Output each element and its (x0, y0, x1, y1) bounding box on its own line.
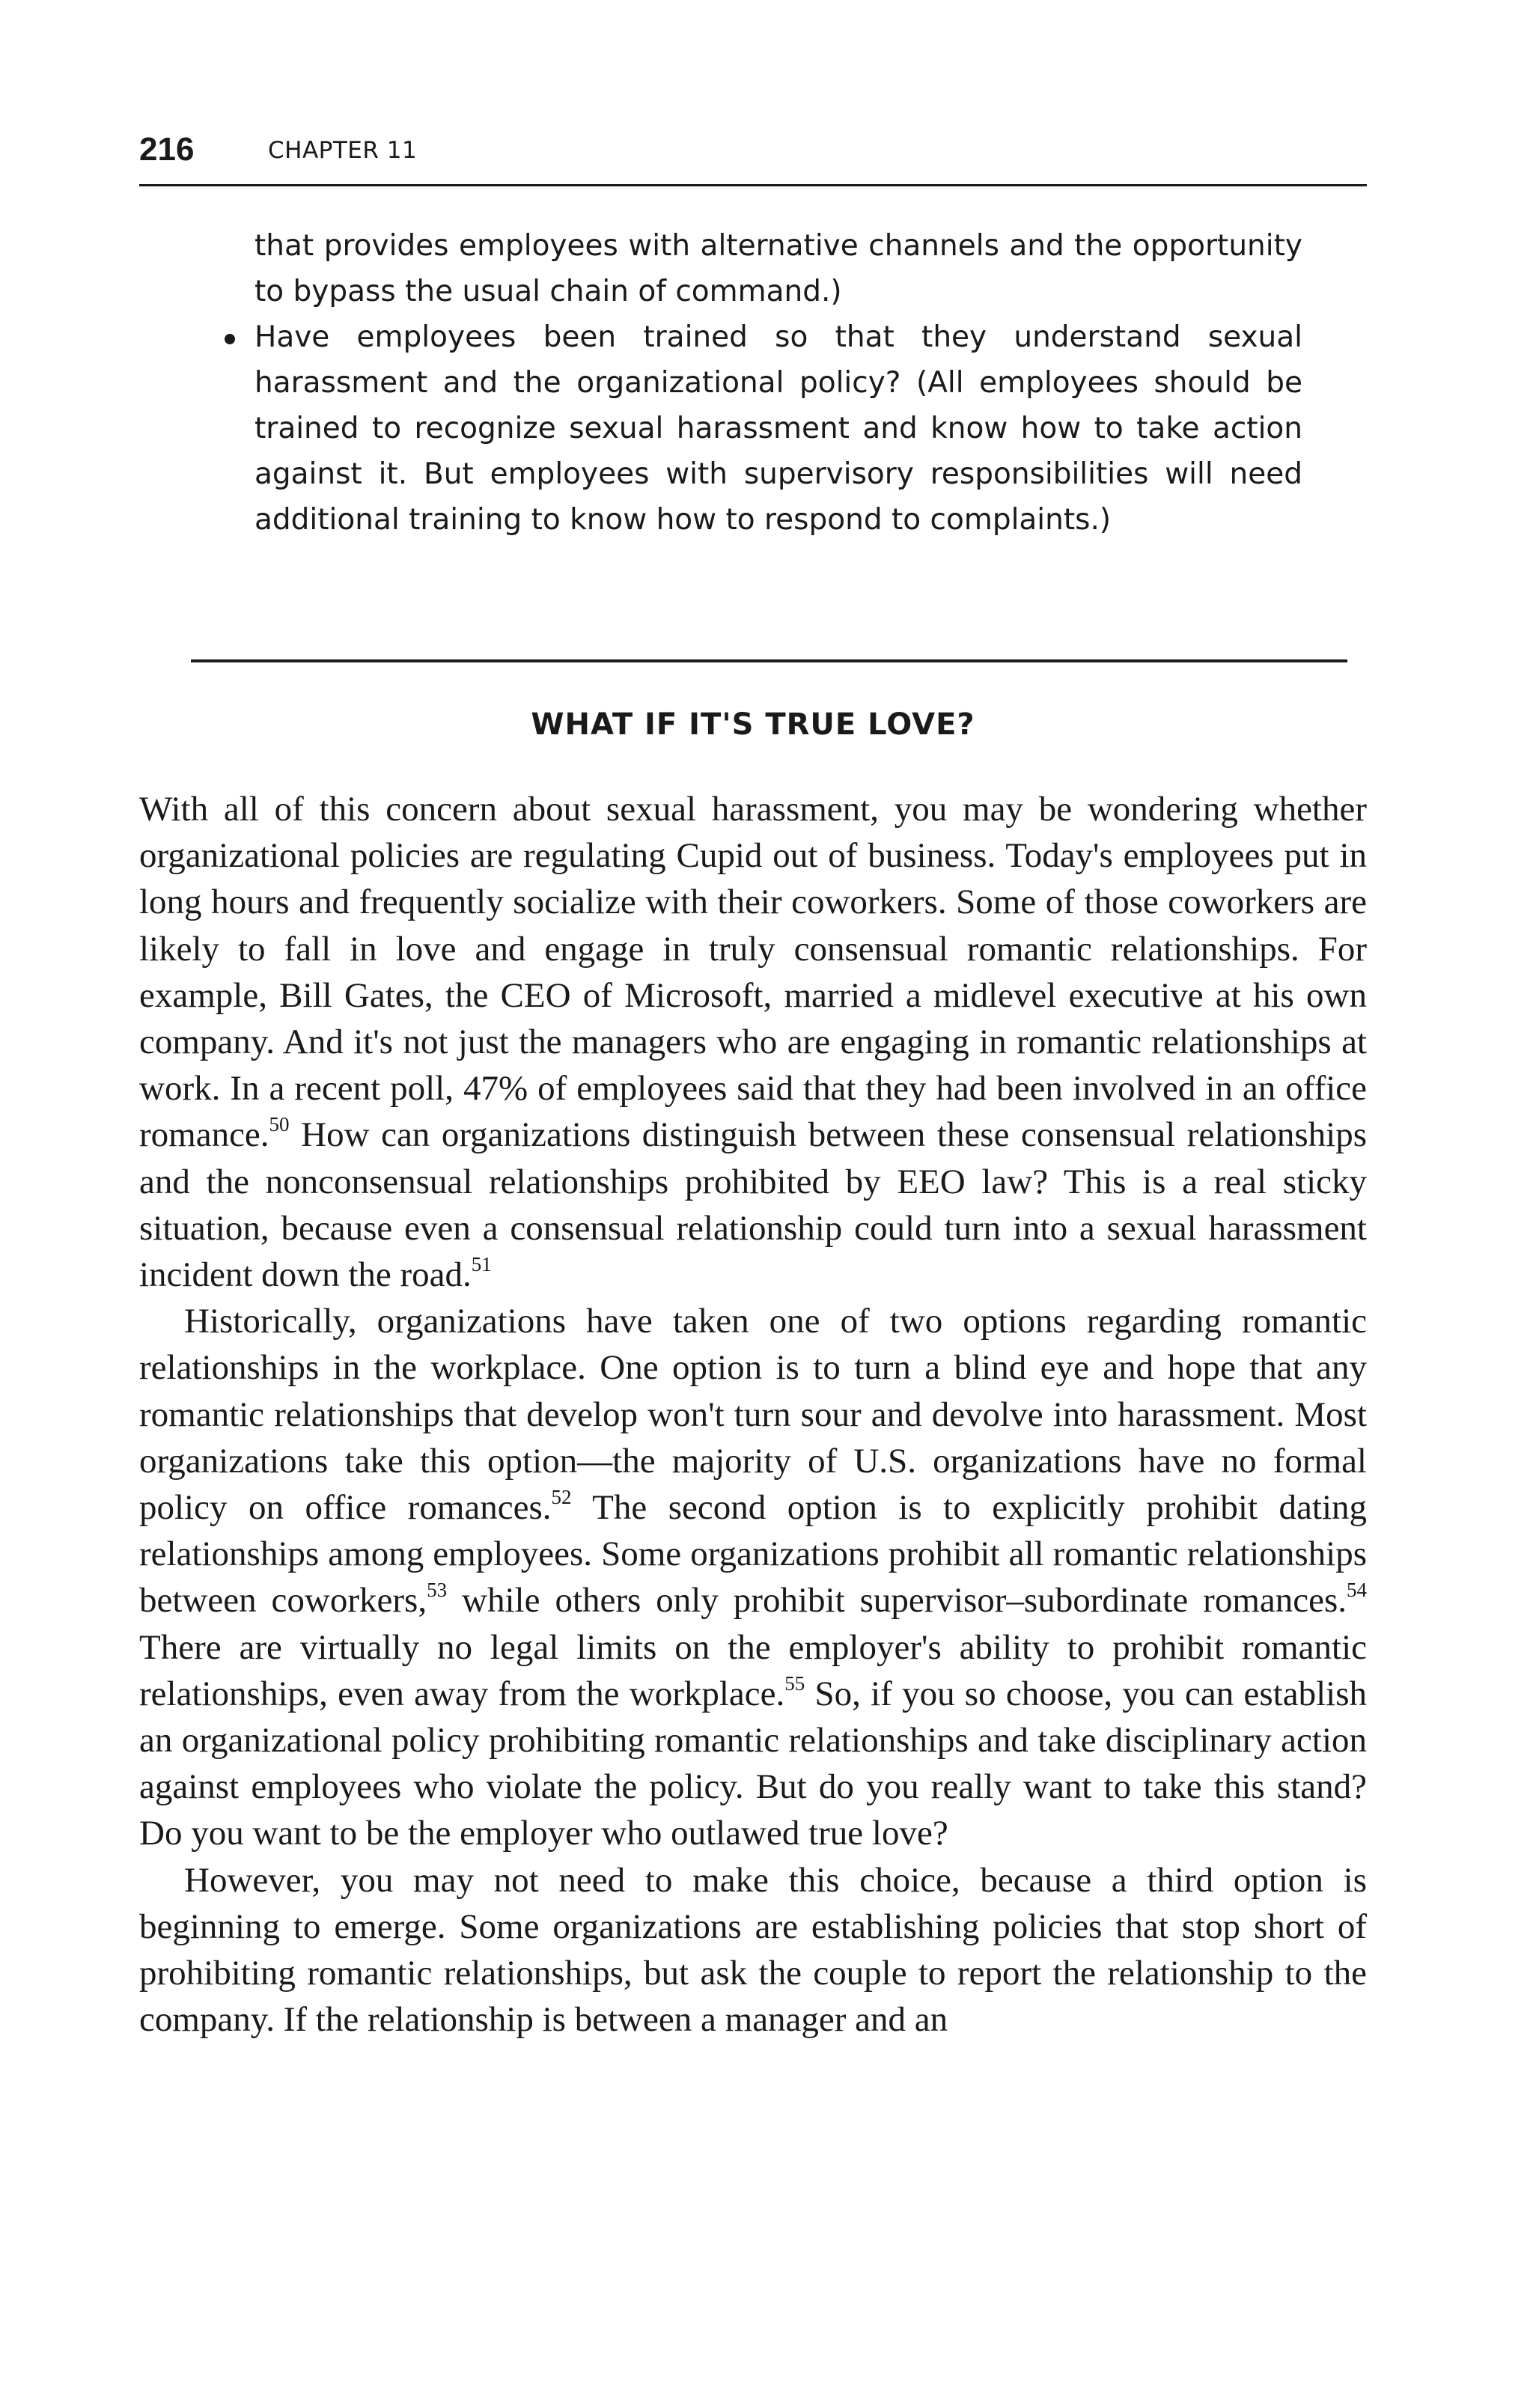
body-text (139, 786, 1367, 2043)
box-continued-text: that provides employees with alternative channels and the opportunity to bypass the usual chain of command.) (255, 229, 1302, 308)
header-rule (139, 184, 1367, 186)
paragraph-2 (139, 1298, 1367, 1856)
box-bottom-rule (191, 659, 1347, 662)
checklist-box (255, 223, 1302, 543)
paragraph-2-text-c: while others only prohibit supervisor–subordinate romances. (447, 1581, 1347, 1621)
paragraph-1 (139, 786, 1367, 1298)
checklist-bullet-item (255, 314, 1302, 543)
footnote-ref-55: 55 (784, 1671, 805, 1695)
running-header (139, 127, 1367, 180)
footnote-ref-51: 51 (471, 1253, 492, 1276)
section-heading: WHAT IF IT'S TRUE LOVE? (531, 707, 975, 742)
paragraph-2-text-b: The second option is to explicitly prohibit dating relationships among employees. Some organizations prohibit all romantic relationships between coworkers, (139, 1488, 1367, 1621)
bullet-text: Have employees been trained so that they understand sexual harassment and the organizational policy? (All employees should be trained to recognize sexual harassment and know how to take action against it. But employees with supervisory responsibilities will need additional training to know how to respond to complaints.) (255, 320, 1302, 537)
paragraph-2-text-d: There are virtually no legal limits on the employer's ability to prohibit romantic relationships, even away from the workplace. (139, 1627, 1367, 1713)
footnote-ref-52: 52 (551, 1486, 572, 1509)
paragraph-2-text-e: So, if you so choose, you can establish an organizational policy prohibiting romantic relationships and take disciplinary action against employees who violate the policy. But do you really want to take this stand? Do you want to be the employer who outlawed true love? (139, 1674, 1367, 1853)
page-number: 216 (139, 131, 195, 168)
bullet-dot-icon (225, 334, 235, 344)
chapter-label: CHAPTER 11 (268, 137, 418, 164)
paragraph-1-text-b: How can organizations distinguish between these consensual relationships and the nonconsensual relationships prohibited by EEO law? This is a real sticky situation, because even a consensual relationship could turn into a sexual harassment incident down the road. (139, 1115, 1367, 1295)
paragraph-1-text-a: With all of this concern about sexual harassment, you may be wondering whether organizational policies are regulating Cupid out of business. Today's employees put in long hours and frequently socialize with their coworkers. Some of those coworkers are likely to fall in love and engage in truly consensual romantic relationships. For example, Bill Gates, the CEO of Microsoft, married a midlevel executive at his own company. And it's not just the managers who are engaging in romantic relationships at work. In a recent poll, 47% of employees said that they had been involved in an office romance. (139, 790, 1367, 1155)
paragraph-2-text-a: Historically, organizations have taken one of two options regarding romantic relationships in the workplace. One option is to turn a blind eye and hope that any romantic relationships that develop won't turn sour and devolve into harassment. Most organizations take this option—the majority of U.S. organizations have no formal policy on office romances. (139, 1302, 1367, 1528)
paragraph-3: However, you may not need to make this choice, because a third option is beginning to emerge. Some organizations are establishing policies that stop short of prohibiting romantic relationships, but ask the couple to report the relationship to the company. If the relationship is between a manager and an (139, 1860, 1367, 2040)
footnote-ref-50: 50 (269, 1113, 290, 1136)
footnote-ref-54: 54 (1347, 1579, 1367, 1602)
footnote-ref-53: 53 (427, 1579, 448, 1602)
